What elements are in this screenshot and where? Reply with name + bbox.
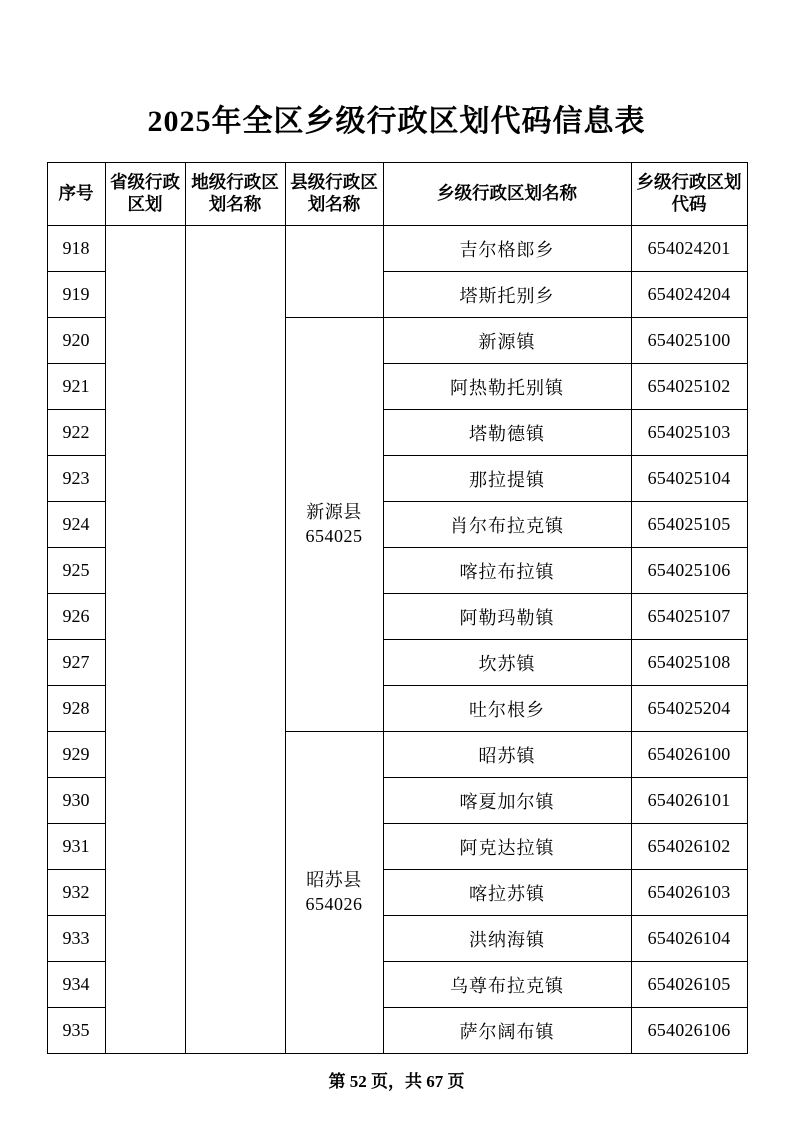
cell-township: 塔勒德镇	[383, 410, 631, 456]
cell-seq: 927	[47, 640, 105, 686]
cell-township: 喀拉苏镇	[383, 870, 631, 916]
cell-county: 新源县 654025	[285, 318, 383, 732]
cell-code: 654025105	[631, 502, 747, 548]
cell-code: 654025103	[631, 410, 747, 456]
cell-seq: 933	[47, 916, 105, 962]
cell-township: 萨尔阔布镇	[383, 1008, 631, 1054]
cell-seq: 918	[47, 226, 105, 272]
cell-township: 吉尔格郎乡	[383, 226, 631, 272]
cell-township: 肖尔布拉克镇	[383, 502, 631, 548]
cell-township: 那拉提镇	[383, 456, 631, 502]
cell-code: 654026100	[631, 732, 747, 778]
cell-seq: 924	[47, 502, 105, 548]
cell-seq: 926	[47, 594, 105, 640]
table-container	[47, 140, 747, 1054]
cell-seq: 922	[47, 410, 105, 456]
cell-code: 654025100	[631, 318, 747, 364]
page-title: 2025年全区乡级行政区划代码信息表	[147, 105, 646, 138]
cell-province	[105, 226, 185, 1054]
cell-township: 坎苏镇	[383, 640, 631, 686]
cell-seq: 919	[47, 272, 105, 318]
cell-seq: 932	[47, 870, 105, 916]
column-header-prefecture: 地级行政区划名称	[185, 163, 285, 226]
cell-code: 654024204	[631, 272, 747, 318]
column-header-seq: 序号	[47, 163, 105, 226]
cell-code: 654026104	[631, 916, 747, 962]
cell-code: 654024201	[631, 226, 747, 272]
cell-seq: 931	[47, 824, 105, 870]
cell-township: 阿克达拉镇	[383, 824, 631, 870]
cell-county	[285, 226, 383, 318]
cell-seq: 934	[47, 962, 105, 1008]
cell-township: 喀拉布拉镇	[383, 548, 631, 594]
cell-township: 吐尔根乡	[383, 686, 631, 732]
column-header-code: 乡级行政区划代码	[631, 163, 747, 226]
cell-code: 654025106	[631, 548, 747, 594]
cell-township: 阿勒玛勒镇	[383, 594, 631, 640]
cell-seq: 935	[47, 1008, 105, 1054]
cell-township: 洪纳海镇	[383, 916, 631, 962]
cell-township: 新源镇	[383, 318, 631, 364]
cell-prefecture	[185, 226, 285, 1054]
cell-code: 654025108	[631, 640, 747, 686]
column-header-township: 乡级行政区划名称	[383, 163, 631, 226]
cell-township: 昭苏镇	[383, 732, 631, 778]
cell-code: 654025204	[631, 686, 747, 732]
page-footer: 第 52 页，共 67 页	[328, 1072, 465, 1091]
cell-seq: 923	[47, 456, 105, 502]
cell-township: 乌尊布拉克镇	[383, 962, 631, 1008]
cell-code: 654026103	[631, 870, 747, 916]
column-header-province: 省级行政区划	[105, 163, 185, 226]
cell-seq: 920	[47, 318, 105, 364]
cell-code: 654026106	[631, 1008, 747, 1054]
cell-seq: 929	[47, 732, 105, 778]
cell-code: 654025107	[631, 594, 747, 640]
cell-township: 塔斯托别乡	[383, 272, 631, 318]
cell-seq: 921	[47, 364, 105, 410]
cell-township: 喀夏加尔镇	[383, 778, 631, 824]
cell-code: 654026105	[631, 962, 747, 1008]
table-header-row	[47, 163, 747, 226]
cell-code: 654025102	[631, 364, 747, 410]
cell-code: 654026101	[631, 778, 747, 824]
table-row	[47, 226, 747, 272]
cell-seq: 930	[47, 778, 105, 824]
table-body	[47, 226, 747, 1054]
cell-seq: 925	[47, 548, 105, 594]
column-header-county: 县级行政区划名称	[285, 163, 383, 226]
cell-code: 654026102	[631, 824, 747, 870]
table-header	[47, 163, 747, 226]
cell-seq: 928	[47, 686, 105, 732]
cell-code: 654025104	[631, 456, 747, 502]
administrative-division-table	[47, 162, 748, 1054]
cell-township: 阿热勒托别镇	[383, 364, 631, 410]
cell-county: 昭苏县 654026	[285, 732, 383, 1054]
